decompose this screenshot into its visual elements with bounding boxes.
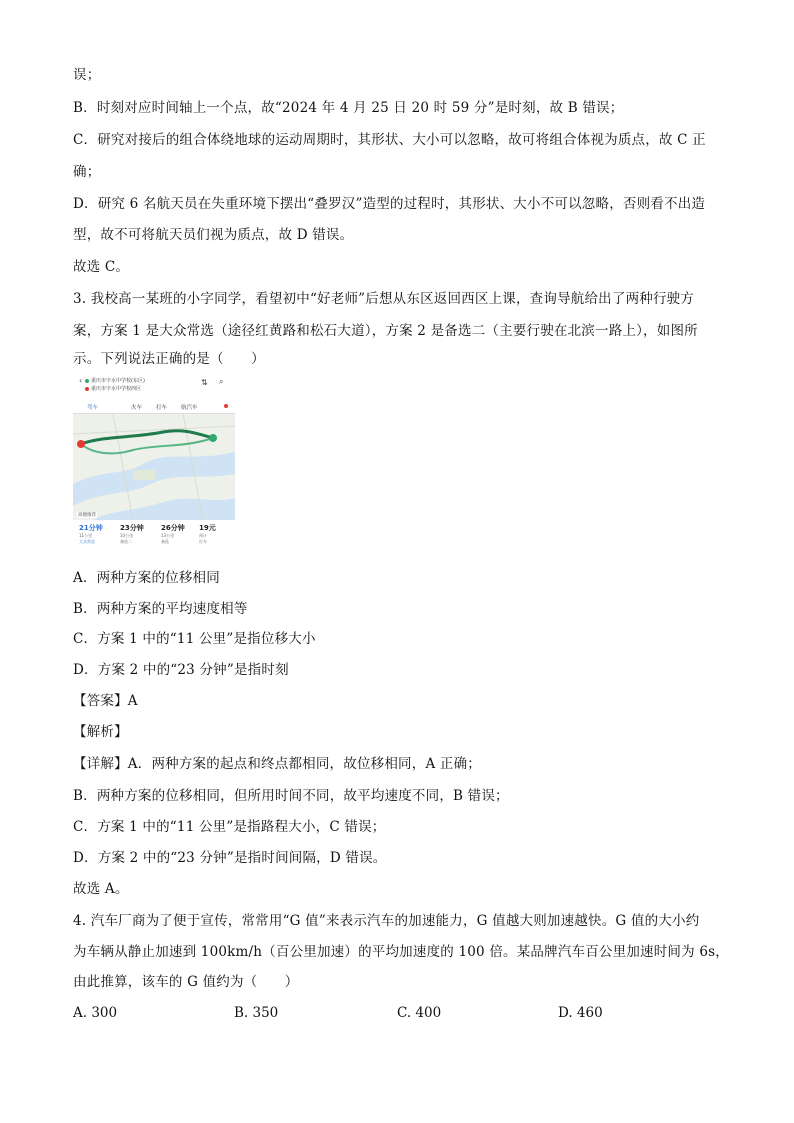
navigation-map-figure — [73, 372, 235, 555]
back-arrow-icon: ‹ — [79, 376, 83, 385]
question-4-stem: 由此推算，该车的 G 值约为（ ） — [73, 974, 299, 990]
tab-bus: 航汽车 — [181, 405, 198, 411]
q4-option-a: A. 300 — [73, 1005, 118, 1021]
recommend-tag: 高德推荐 — [78, 513, 96, 518]
swap-icon: ⇅ — [201, 378, 208, 387]
destination-dot-icon — [85, 387, 89, 391]
origin-dot-icon — [85, 379, 89, 383]
q4-option-d: D. 460 — [558, 1005, 603, 1021]
analysis-line: 故选 A。 — [73, 881, 129, 897]
notification-dot-icon — [224, 404, 228, 408]
search-icon: ⌕ — [219, 377, 224, 386]
tab-taxi: 打车 — [156, 405, 168, 411]
text-line: C．研究对接后的组合体绕地球的运动周期时，其形状、大小可以忽略，故可将组合体视为质点，故 C 正 — [73, 132, 706, 148]
analysis-line: B．两种方案的位移相同，但所用时间不同，故平均速度不同，B 错误； — [73, 788, 509, 804]
route-card: 21分钟 11公里 大众常选 — [79, 524, 103, 544]
question-3-stem: 3. 我校高一某班的小字同学，看望初中“好老师”后想从东区返回西区上课，查询导航给出了两种行驶方 — [73, 291, 695, 307]
question-3-stem: 示。下列说法正确的是（ ） — [73, 351, 265, 367]
route-card: 23分钟 10公里 备选二 — [120, 524, 144, 544]
analysis-label: 【解析】 — [73, 724, 128, 740]
text-line: 误； — [73, 67, 101, 83]
analysis-line: C．方案 1 中的“11 公里”是指路程大小，C 错误； — [73, 819, 386, 835]
text-line: 故选 C。 — [73, 259, 130, 275]
option-b: B．两种方案的平均速度相等 — [73, 601, 248, 617]
text-line: 确； — [73, 164, 101, 180]
question-3-stem: 案，方案 1 是大众常选（途径红黄路和松石大道），方案 2 是备选二（主要行驶在北滨一路上），如图所 — [73, 323, 698, 339]
analysis-line: 【详解】A．两种方案的起点和终点都相同，故位移相同，A 正确； — [73, 756, 481, 772]
origin-label: 重庆市字水中学校(东区) — [91, 378, 145, 384]
analysis-line: D．方案 2 中的“23 分钟”是指时间间隔，D 错误。 — [73, 850, 387, 866]
text-line: D．研究 6 名航天员在失重环境下摆出“叠罗汉”造型的过程时，其形状、大小不可以忽略，否则看不出造 — [73, 196, 706, 212]
route-card: 19元 预计 打车 — [199, 524, 216, 544]
option-c: C．方案 1 中的“11 公里”是指位移大小 — [73, 631, 316, 647]
text-line: B．时刻对应时间轴上一个点，故“2024 年 4 月 25 日 20 时 59 分”是时刻，故 B 错误； — [73, 100, 624, 116]
tab-drive: 驾车 — [87, 405, 99, 411]
destination-label: 重庆市字水中学校西区 — [91, 386, 142, 392]
question-4-stem: 4. 汽车厂商为了便于宣传，常常用“G 值”来表示汽车的加速能力，G 值越大则加速越快。G 值的大小约 — [73, 913, 700, 929]
route-card: 26分钟 13公里 备选 — [161, 524, 185, 544]
transport-tabs — [73, 399, 235, 414]
option-a: A．两种方案的位移相同 — [73, 570, 220, 586]
route-options — [73, 520, 235, 555]
tab-train: 火车 — [131, 405, 143, 411]
route-map — [73, 414, 235, 520]
route-header — [73, 372, 235, 398]
q4-option-c: C. 400 — [397, 1005, 442, 1021]
answer-label: 【答案】A — [73, 693, 138, 709]
option-d: D．方案 2 中的“23 分钟”是指时刻 — [73, 662, 289, 678]
q4-option-b: B. 350 — [234, 1005, 279, 1021]
question-4-stem: 为车辆从静止加速到 100km/h（百公里加速）的平均加速度的 100 倍。某品牌汽车百公里加速时间为 6s， — [73, 944, 729, 960]
text-line: 型，故不可将航天员们视为质点，故 D 错误。 — [73, 227, 354, 243]
